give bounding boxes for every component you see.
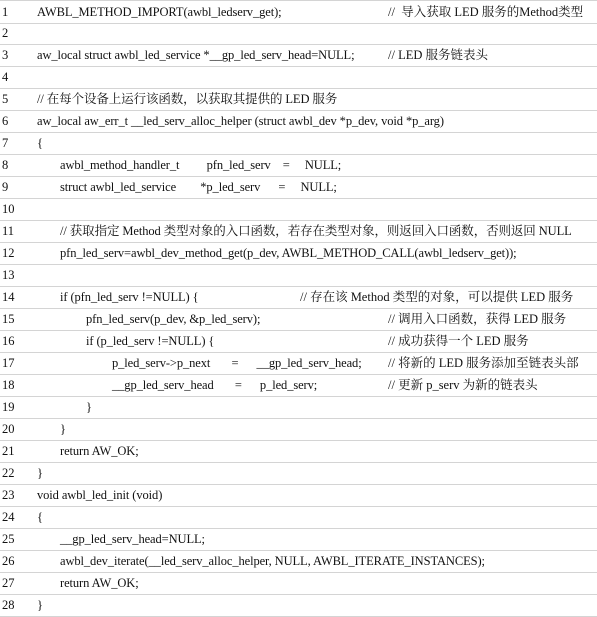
line-number: 19 [2,400,15,414]
code-line [0,308,597,331]
line-number: 27 [2,576,15,590]
line-number: 25 [2,532,15,546]
code-text: pfn_led_serv=awbl_dev_method_get(p_dev, AWBL_METHOD_CALL(awbl_ledserv_get)); [60,246,517,260]
code-text: return AW_OK; [60,576,139,590]
code-line [0,242,597,265]
line-number: 13 [2,268,15,282]
code-comment: // LED 服务链表头 [388,48,488,62]
code-line [0,550,597,573]
code-text: if (pfn_led_serv !=NULL) { [60,290,199,304]
code-text: if (p_led_serv !=NULL) { [86,334,215,348]
code-text: { [37,136,43,150]
line-number: 24 [2,510,15,524]
code-text: return AW_OK; [60,444,139,458]
line-number: 18 [2,378,15,392]
line-number: 14 [2,290,15,304]
line-number: 12 [2,246,15,260]
line-number: 2 [2,26,9,40]
code-line [0,154,597,177]
code-line [0,286,597,309]
line-number: 16 [2,334,15,348]
code-line [0,220,597,243]
code-line [0,44,597,67]
line-number: 10 [2,202,15,216]
code-text: __gp_led_serv_head=NULL; [60,532,205,546]
line-number: 20 [2,422,15,436]
code-text: } [60,422,66,436]
code-text: struct awbl_led_service *p_led_serv = NULL; [60,180,337,194]
line-number: 28 [2,598,15,612]
line-number: 5 [2,92,9,106]
line-number: 3 [2,48,9,62]
code-line [0,176,597,199]
code-text: awbl_method_handler_t pfn_led_serv = NULL; [60,158,342,172]
code-text: AWBL_METHOD_IMPORT(awbl_ledserv_get); [37,5,282,19]
code-text: aw_local aw_err_t __led_serv_alloc_helper (struct awbl_dev *p_dev, void *p_arg) [37,114,444,128]
code-line [0,572,597,595]
code-text: // 获取指定 Method 类型对象的入口函数，若存在类型对象，则返回入口函数，否则返回 NULL [60,224,572,238]
code-line [0,418,597,441]
code-line [0,264,597,287]
code-comment: // 调用入口函数，获得 LED 服务 [388,312,567,326]
code-comment: // 将新的 LED 服务添加至链表头部 [388,356,579,370]
line-number: 11 [2,224,15,238]
line-number: 21 [2,444,15,458]
code-line [0,396,597,419]
line-number: 8 [2,158,9,172]
code-line [0,132,597,155]
code-line [0,528,597,551]
code-text: aw_local struct awbl_led_service *__gp_led_serv_head=NULL; [37,48,355,62]
code-line [0,374,597,397]
code-line [0,198,597,221]
line-number: 22 [2,466,15,480]
code-text: p_led_serv->p_next = __gp_led_serv_head; [112,356,362,370]
code-line [0,594,597,617]
code-line [0,0,597,24]
code-text: } [86,400,92,414]
code-text: pfn_led_serv(p_dev, &p_led_serv); [86,312,261,326]
code-text: __gp_led_serv_head = p_led_serv; [112,378,318,392]
code-line [0,440,597,463]
line-number: 1 [2,5,9,19]
code-line [0,484,597,507]
line-number: 9 [2,180,9,194]
code-text: } [37,598,43,612]
code-comment: // 导入获取 LED 服务的Method类型 [388,5,584,19]
line-number: 23 [2,488,15,502]
code-line [0,330,597,353]
line-number: 4 [2,70,9,84]
code-text: // 在每个设备上运行该函数，以获取其提供的 LED 服务 [37,92,338,106]
code-line [0,352,597,375]
line-number: 7 [2,136,9,150]
line-number: 17 [2,356,15,370]
code-text: void awbl_led_init (void) [37,488,163,502]
line-number: 26 [2,554,15,568]
code-text: { [37,510,43,524]
code-line [0,88,597,111]
code-line [0,506,597,529]
line-number: 6 [2,114,9,128]
code-comment: // 存在该 Method 类型的对象，可以提供 LED 服务 [300,290,574,304]
code-text: } [37,466,43,480]
code-comment: // 更新 p_serv 为新的链表头 [388,378,538,392]
code-comment: // 成功获得一个 LED 服务 [388,334,529,348]
code-line [0,66,597,89]
code-line [0,22,597,45]
code-line [0,462,597,485]
code-line [0,110,597,133]
code-text: awbl_dev_iterate(__led_serv_alloc_helper, NULL, AWBL_ITERATE_INSTANCES); [60,554,485,568]
line-number: 15 [2,312,15,326]
